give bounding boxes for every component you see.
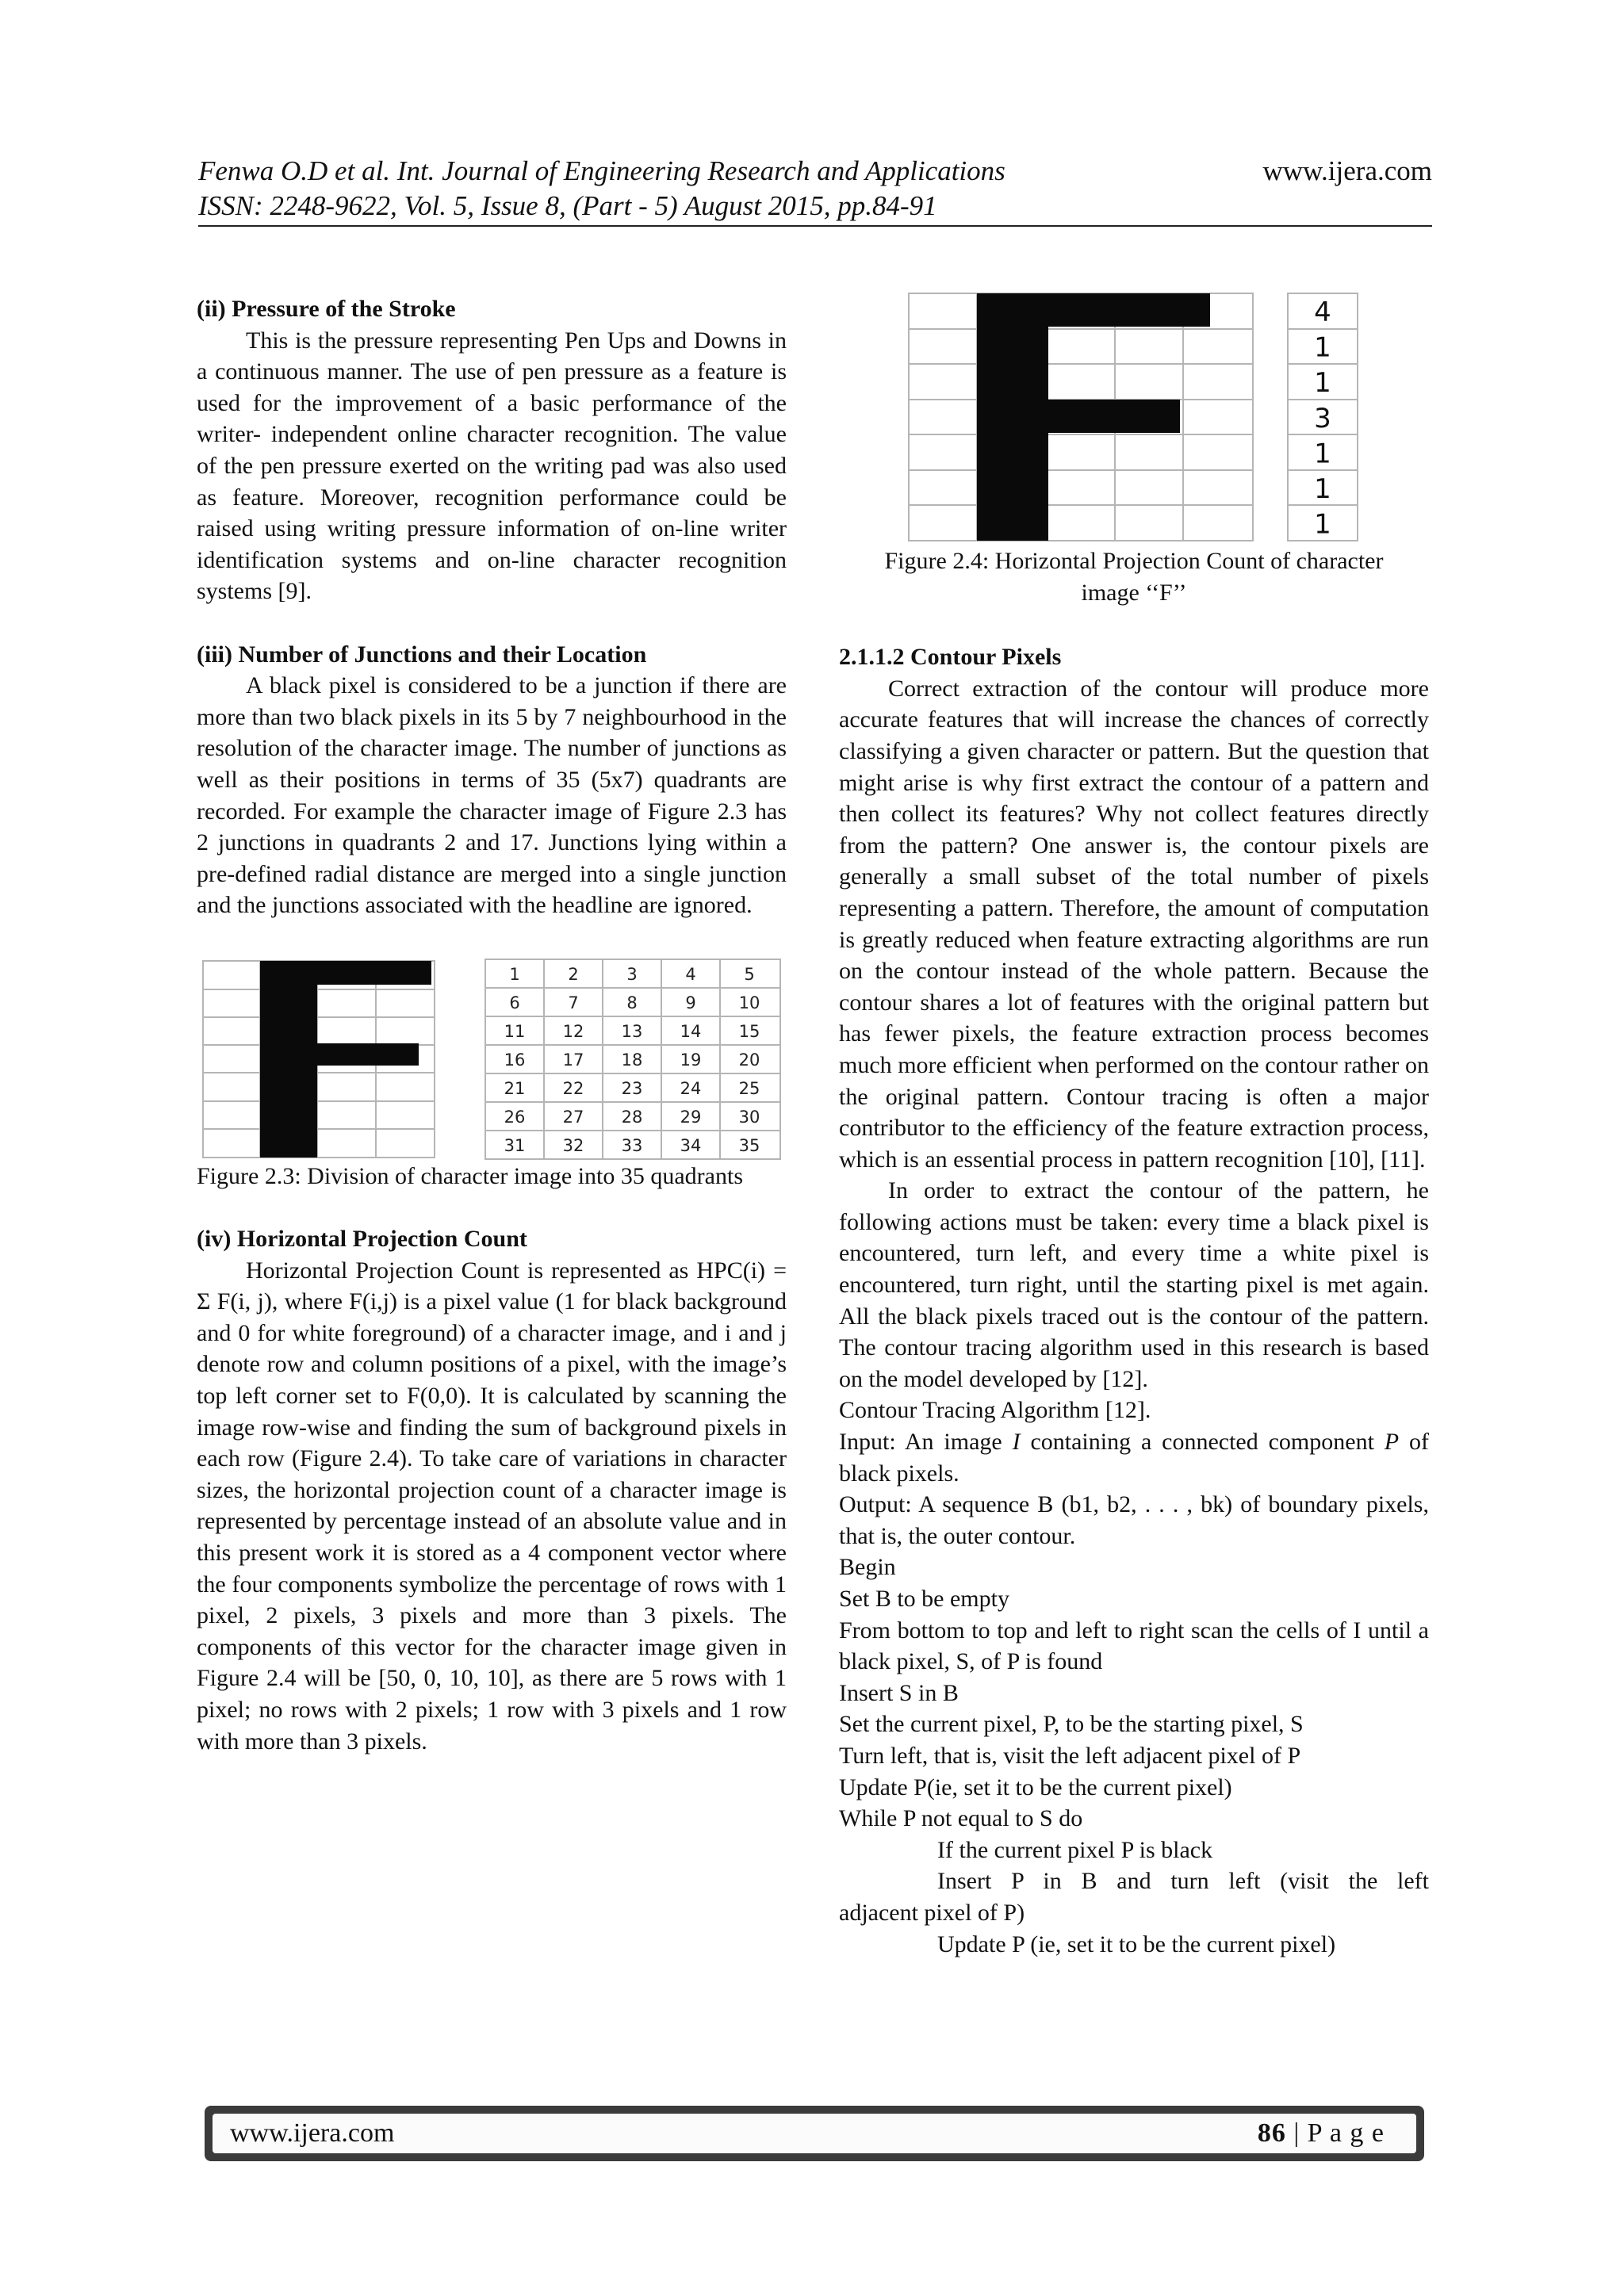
- quadrant-number: 9: [685, 993, 696, 1012]
- quadrant-number: 4: [685, 964, 696, 984]
- running-header-journal: [198, 154, 1432, 189]
- quadrant-number: 27: [562, 1107, 584, 1127]
- quadrant-number: 8: [626, 993, 638, 1012]
- quadrant-number: 35: [738, 1135, 760, 1155]
- header-rule: [198, 225, 1432, 227]
- quadrant-number: 10: [738, 993, 760, 1012]
- footer-url: www.ijera.com: [230, 2118, 395, 2148]
- quadrant-number: 12: [562, 1021, 584, 1041]
- algorithm-step: While P not equal to S do: [839, 1805, 1083, 1832]
- projection-count-column: [1288, 293, 1358, 541]
- quadrant-number: 15: [738, 1021, 760, 1041]
- quadrant-number: 20: [738, 1050, 760, 1070]
- quadrant-number: 30: [738, 1107, 760, 1127]
- algorithm-step-nested: Insert P in B and turn left (visit the left: [937, 1868, 1429, 1895]
- algorithm-step: Update P(ie, set it to be the current pixel): [839, 1774, 1232, 1800]
- algorithm-step: Set B to be empty: [839, 1586, 1009, 1612]
- paragraph-pressure: This is the pressure representing Pen Ups and Downs in a continuous manner. The use of pen pressure as a feature is used for the improvement of a basic performance of the writer- independent online character recognition. The value of the pen pressure exerted on the writing pad was also used as feature. Moreover, recognition performance could be raised using writing pressure information of on-line writer identification systems and on-line character recognition systems [9].: [197, 327, 787, 605]
- quadrant-number: 25: [738, 1078, 760, 1098]
- character-f-glyph-2-4: [977, 293, 1210, 541]
- projection-count-value: 4: [1314, 297, 1331, 328]
- section-heading-contour: 2.1.1.2 Contour Pixels: [839, 644, 1062, 671]
- quadrant-number: 22: [562, 1078, 584, 1098]
- quadrant-number: 1: [509, 964, 520, 984]
- journal-url: www.ijera.com: [1262, 155, 1432, 186]
- algorithm-step-nested: If the current pixel P is black: [937, 1836, 1213, 1863]
- quadrant-number: 5: [744, 964, 755, 984]
- figure-2-4-caption-line2: image ‘‘F’’: [1081, 579, 1187, 606]
- running-header-issn: ISSN: 2248-9622, Vol. 5, Issue 8, (Part - 5) August 2015, pp.84-91: [198, 190, 937, 221]
- algorithm-step: Turn left, that is, visit the left adjacent pixel of P: [839, 1742, 1301, 1769]
- f-grid-2-4: [909, 293, 1253, 541]
- quadrant-number: 31: [504, 1135, 526, 1155]
- figure-2-3-image: [197, 958, 787, 1161]
- projection-count-value: 1: [1314, 508, 1331, 541]
- paragraph-junctions: A black pixel is considered to be a junction if there are more than two black pixels in its 5 by 7 neighbourhood in the resolution of the character image. The number of junctions as well as their positions in terms of 35 (5x7) quadrants are recorded. For example the character image of Figure 2.3 has 2 junctions in quadrants 2 and 17. Junctions lying within a pre-defined radial distance are merged into a single junction and the junctions associated with the headline are ignored.: [197, 672, 787, 919]
- quadrant-number: 26: [504, 1107, 526, 1127]
- quadrant-number: 14: [680, 1021, 702, 1041]
- algorithm-step-nested: Update P (ie, set it to be the current pixel): [937, 1931, 1336, 1957]
- algorithm-title: Contour Tracing Algorithm [12].: [839, 1397, 1151, 1424]
- quadrant-number: 6: [509, 993, 520, 1012]
- algorithm-step: Insert S in B: [839, 1679, 959, 1706]
- quadrant-number: 23: [621, 1078, 643, 1098]
- quadrant-number: 16: [504, 1050, 526, 1070]
- section-heading-junctions: (iii) Number of Junctions and their Location: [197, 641, 647, 668]
- footer-bar: [213, 2114, 1416, 2153]
- page-number: 86 | P a g e: [1257, 2118, 1385, 2148]
- figure-2-4-caption-line1: Figure 2.4: Horizontal Projection Count of character: [884, 548, 1384, 574]
- projection-count-value: 1: [1314, 473, 1331, 505]
- quadrant-number: 33: [621, 1135, 643, 1155]
- journal-citation: Fenwa O.D et al. Int. Journal of Engineering Research and Applications: [198, 155, 1005, 186]
- quadrant-number: 24: [680, 1078, 702, 1098]
- projection-count-value: 3: [1314, 402, 1331, 434]
- figure-2-3-caption: Figure 2.3: Division of character image into 35 quadrants: [197, 1162, 743, 1189]
- projection-count-value: 1: [1314, 367, 1331, 400]
- projection-count-value: 1: [1314, 438, 1331, 470]
- algorithm-step: Set the current pixel, P, to be the starting pixel, S: [839, 1711, 1304, 1738]
- figure-2-3: [197, 958, 787, 1161]
- paragraph-contour-2: In order to extract the contour of the pattern, he following actions must be taken: every time a black pixel is encountered, turn left, and every time a white pixel is encountered, turn right, until the starting pixel is met again. All the black pixels traced out is the contour of the pattern. The contour tracing algorithm used in this research is based on the model developed by [12].: [839, 1177, 1429, 1392]
- quadrant-number: 28: [621, 1107, 643, 1127]
- section-heading-pressure: (ii) Pressure of the Stroke: [197, 296, 456, 322]
- quadrant-table: [485, 959, 780, 1159]
- left-column: [197, 293, 787, 1757]
- figure-2-4: [839, 285, 1429, 545]
- algorithm-output: Output: A sequence B (b1, b2, . . . , bk) of boundary pixels, that is, the outer contour.: [839, 1491, 1429, 1549]
- figure-2-4-image: [839, 285, 1429, 545]
- character-f-glyph: [260, 961, 431, 1158]
- paragraph-hpc: Horizontal Projection Count is represented as HPC(i) = Σ F(i, j), where F(i,j) is a pixel value (1 for black background and 0 for white foreground) of a character image, and i and j denote row and column positions of a pixel, with the image’s top left corner set to F(0,0). It is calculated by scanning the image row-wise and finding the sum of background pixels in each row (Figure 2.4). To take care of variations in character sizes, the horizontal projection count of a character image is represented by percentage instead of an absolute value and in this present work it is stored as a 4 component vector where the four components symbolize the percentage of rows with 1 pixel, 2 pixels, 3 pixels and more than 3 pixels. The components of this vector for the character image given in Figure 2.4 will be [50, 0, 10, 10], as there are 5 rows with 1 pixel; no rows with 2 pixels; 1 row with 3 pixels and 1 row with more than 3 pixels.: [197, 1257, 787, 1755]
- quadrant-number: 2: [568, 964, 579, 984]
- quadrant-number: 32: [562, 1135, 584, 1155]
- paragraph-contour-1: Correct extraction of the contour will produce more accurate features that will increase the chances of correctly classifying a given character or pattern. But the question that might arise is why first extract the contour of a pattern and then collect its features? Why not collect features directly from the pattern? One answer is, the contour pixels are generally a small subset of the total number of pixels representing a pattern. Therefore, the amount of computation is greatly reduced when feature extracting algorithms are run on the contour instead of the whole pattern. Because the contour shares a lot of features with the original pattern but has fewer pixels, the feature extraction process becomes much more efficient when performed on the contour rather on the original pattern. Contour tracing is often a major contributor to the efficiency of the feature extraction process, which is an essential process in pattern recognition [10], [11].: [839, 675, 1429, 1173]
- quadrant-number: 17: [562, 1050, 584, 1070]
- quadrant-number: 18: [621, 1050, 643, 1070]
- section-heading-hpc: (iv) Horizontal Projection Count: [197, 1226, 527, 1253]
- algorithm-begin: Begin: [839, 1554, 896, 1581]
- quadrant-number: 11: [504, 1021, 526, 1041]
- right-column: [839, 285, 1429, 1960]
- quadrant-number: 21: [504, 1078, 526, 1098]
- projection-count-value: 1: [1314, 331, 1331, 364]
- quadrant-number: 13: [621, 1021, 643, 1041]
- algorithm-step: From bottom to top and left to right scan the cells of I until a black pixel, S, of P is found: [839, 1617, 1429, 1675]
- quadrant-number: 3: [626, 964, 638, 984]
- quadrant-number: 34: [680, 1135, 702, 1155]
- algorithm-step-continued: adjacent pixel of P): [839, 1899, 1025, 1926]
- algorithm-input: Input: An image I containing a connected component P of black pixels.: [839, 1429, 1429, 1487]
- page-footer: [205, 2106, 1424, 2161]
- quadrant-number: 7: [568, 993, 579, 1012]
- quadrant-number: 19: [680, 1050, 702, 1070]
- quadrant-number: 29: [680, 1107, 702, 1127]
